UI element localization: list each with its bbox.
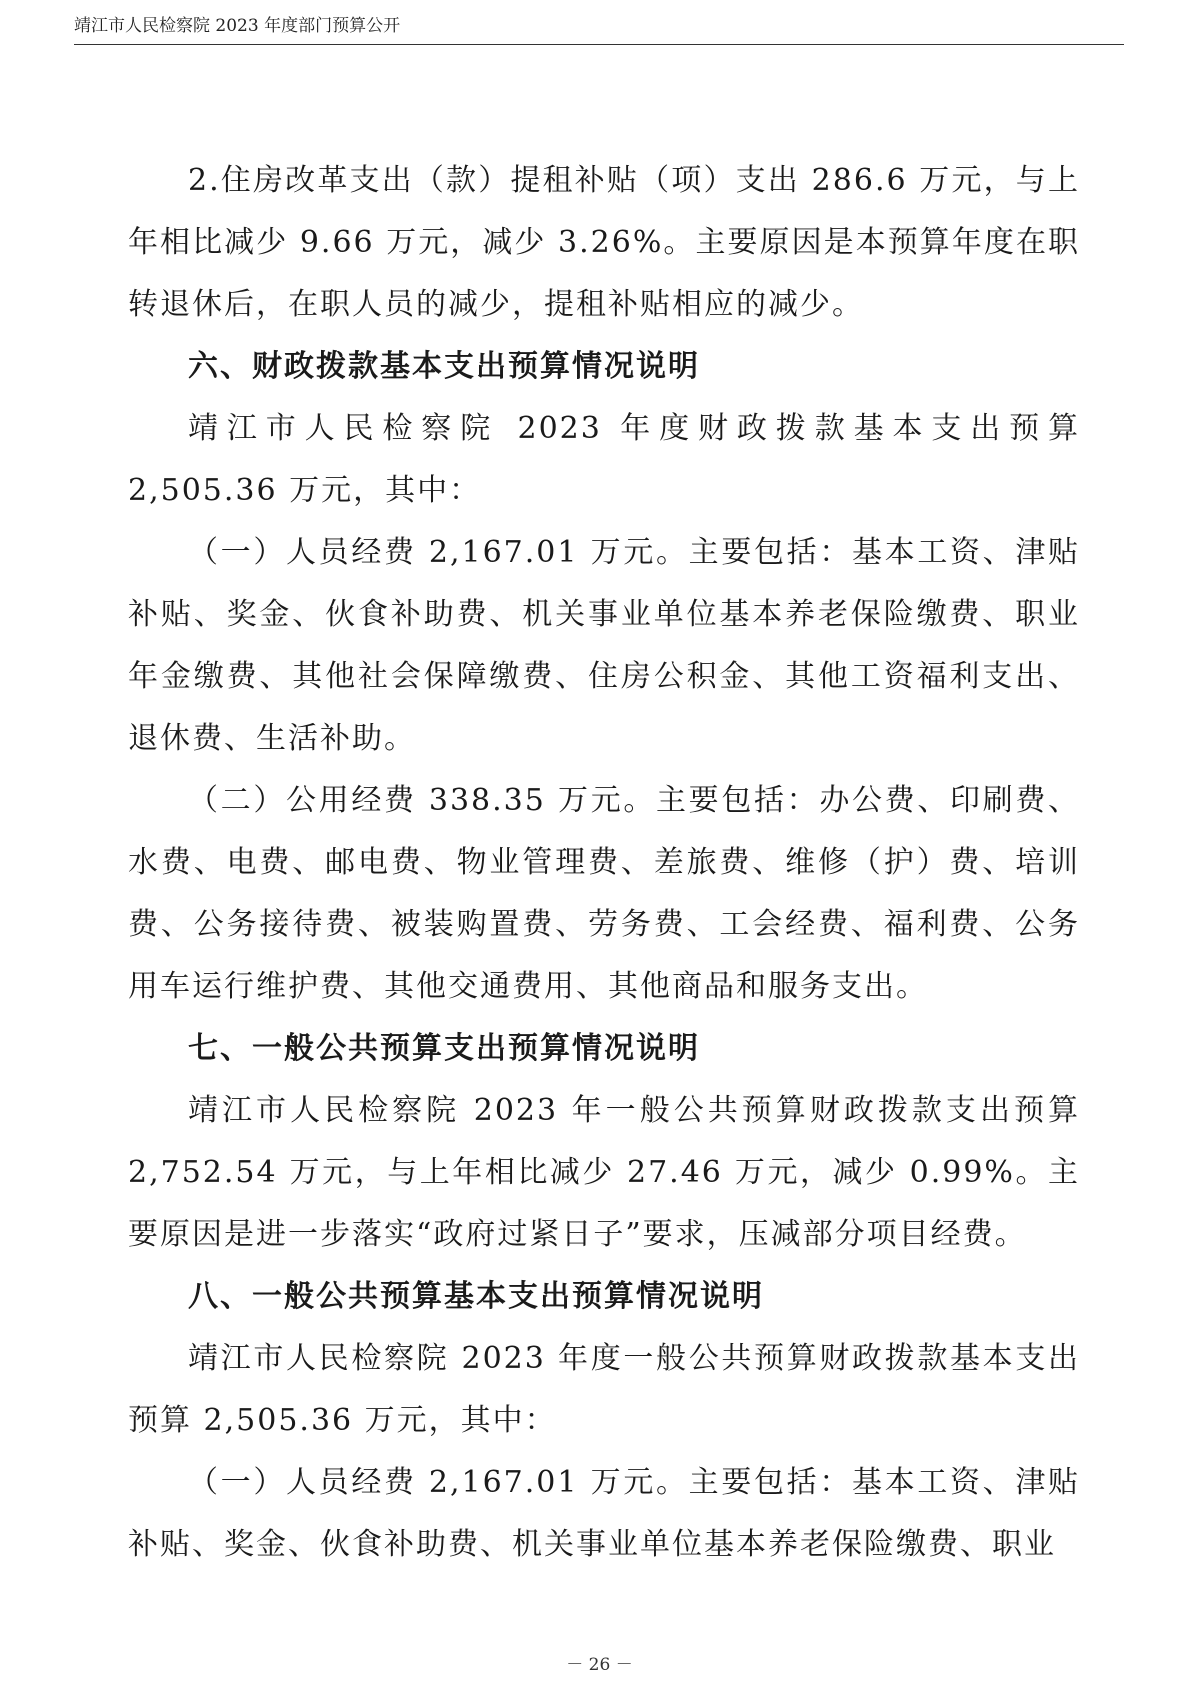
heading-section-7: 七、一般公共预算支出预算情况说明: [188, 1031, 700, 1066]
paragraph-basic-expenditure-total: 靖江市人民检察院 2023 年度财政拨款基本支出预算 2,505.36 万元，其中：: [128, 411, 1080, 508]
page-header: 靖江市人民检察院 2023 年度部门预算公开: [74, 16, 401, 36]
document-body: [128, 150, 1080, 1576]
paragraph-general-budget: 靖江市人民检察院 2023 年一般公共预算财政拨款支出预算 2,752.54 万元，与上年相比减少 27.46 万元，减少 0.99%。主要原因是进一步落实“政府过紧日子”要求，压减部分项目经费。: [128, 1093, 1080, 1252]
paragraph-housing-subsidy: 2.住房改革支出（款）提租补贴（项）支出 286.6 万元，与上年相比减少 9.66 万元，减少 3.26%。主要原因是本预算年度在职转退休后，在职人员的减少，提租补贴相应的减少。: [128, 163, 1080, 322]
header-divider: [74, 44, 1124, 45]
paragraph-personnel-expenses-2: （一）人员经费 2,167.01 万元。主要包括：基本工资、津贴补贴、奖金、伙食补助费、机关事业单位基本养老保险缴费、职业: [128, 1465, 1080, 1562]
paragraph-public-expenses: （二）公用经费 338.35 万元。主要包括：办公费、印刷费、水费、电费、邮电费、物业管理费、差旅费、维修（护）费、培训费、公务接待费、被装购置费、劳务费、工会经费、福利费、公务用车运行维护费、其他交通费用、其他商品和服务支出。: [128, 783, 1080, 1004]
heading-section-8: 八、一般公共预算基本支出预算情况说明: [188, 1279, 764, 1314]
heading-section-6: 六、财政拨款基本支出预算情况说明: [188, 349, 700, 384]
paragraph-general-basic-total: 靖江市人民检察院 2023 年度一般公共预算财政拨款基本支出预算 2,505.36 万元，其中：: [128, 1341, 1080, 1438]
page-number: － 26 －: [566, 1655, 633, 1675]
paragraph-personnel-expenses: （一）人员经费 2,167.01 万元。主要包括：基本工资、津贴补贴、奖金、伙食补助费、机关事业单位基本养老保险缴费、职业年金缴费、其他社会保障缴费、住房公积金、其他工资福利支出、退休费、生活补助。: [128, 535, 1080, 756]
